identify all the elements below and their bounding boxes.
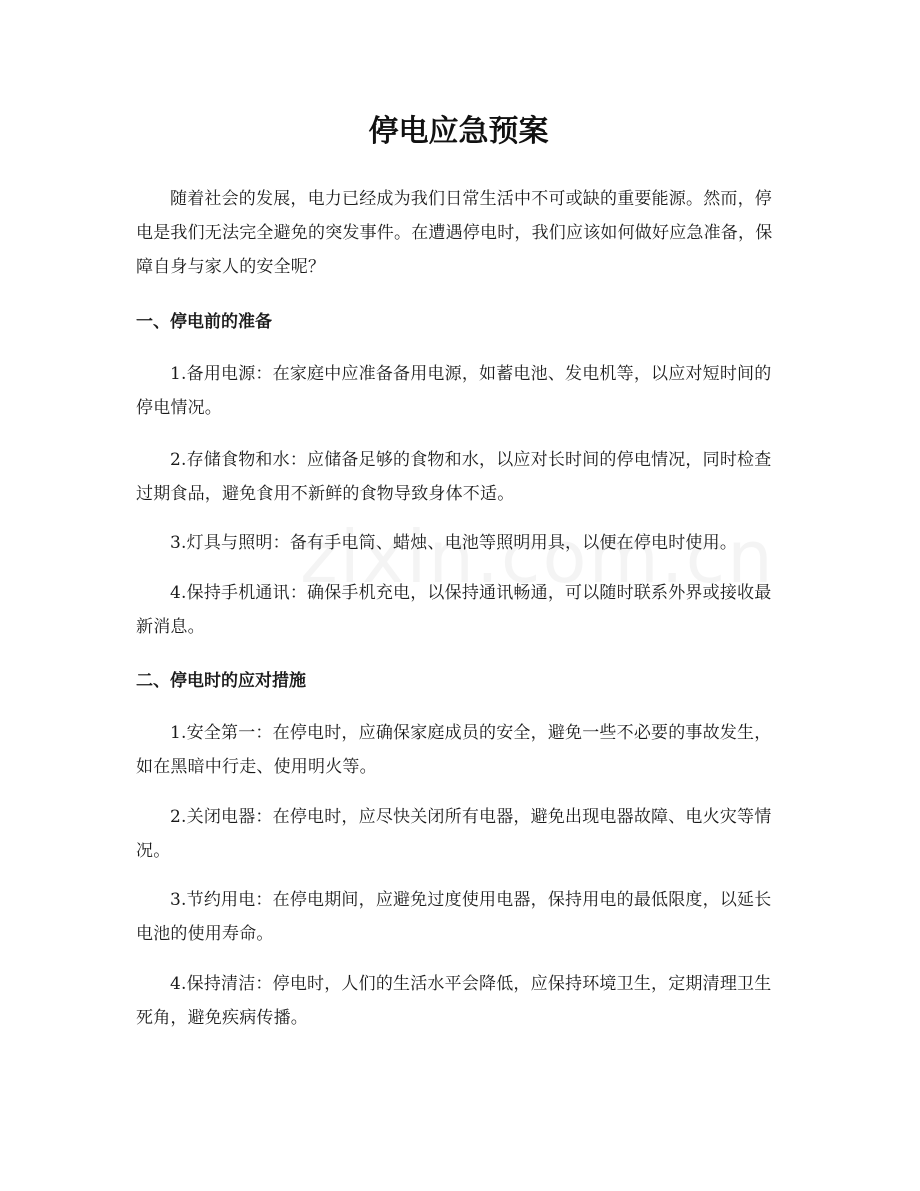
section-1-item-3: 3.灯具与照明：备有手电筒、蜡烛、电池等照明用具，以便在停电时使用。 (170, 533, 738, 553)
section-2-item-2: 2.关闭电器：在停电时，应尽快关闭所有电器，避免出现电器故障、电火灾等情况。 (136, 807, 772, 861)
section-1-item-4: 4.保持手机通讯：确保手机充电，以保持通讯畅通，可以随时联系外界或接收最新消息。 (136, 583, 772, 637)
section-1-item-2: 2.存储食物和水：应储备足够的食物和水，以应对长时间的停电情况，同时检查过期食品，避免食用不新鲜的食物导致身体不适。 (136, 450, 772, 504)
section-1-item-1: 1.备用电源：在家庭中应准备备用电源，如蓄电池、发电机等，以应对短时间的停电情况。 (136, 364, 772, 418)
section-2-item-3: 3.节约用电：在停电期间，应避免过度使用电器，保持用电的最低限度，以延长电池的使用寿命。 (136, 890, 772, 944)
section-2-item-4: 4.保持清洁：停电时，人们的生活水平会降低，应保持环境卫生，定期清理卫生死角，避免疾病传播。 (136, 974, 772, 1028)
document-title: 停电应急预案 (368, 114, 549, 149)
section-2-item-1: 1.安全第一：在停电时，应确保家庭成员的安全，避免一些不必要的事故发生，如在黑暗中行走、使用明火等。 (136, 723, 772, 777)
section-heading-before-outage: 一、停电前的准备 (136, 312, 272, 332)
intro-paragraph: 随着社会的发展，电力已经成为我们日常生活中不可或缺的重要能源。然而，停电是我们无法完全避免的突发事件。在遭遇停电时，我们应该如何做好应急准备，保障自身与家人的安全呢？ (136, 189, 773, 277)
section-heading-during-outage: 二、停电时的应对措施 (136, 671, 306, 691)
